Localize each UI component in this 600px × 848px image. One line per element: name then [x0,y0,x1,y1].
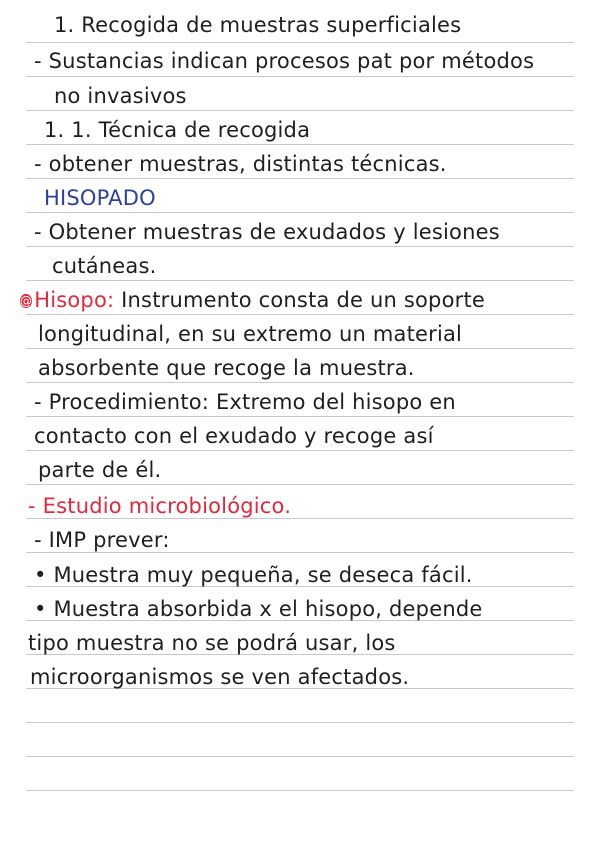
note-line [44,185,156,211]
note-text: - Obtener muestras de exudados y lesiones [34,220,500,244]
rule-line [26,450,574,451]
note-text: 1. Recogida de muestras superficiales [54,13,462,37]
note-text: cutáneas. [52,254,157,278]
note-text: longitudinal, en su extremo un material [38,322,463,346]
rule-line [26,382,574,383]
rule-line [26,416,574,417]
note-text: Instrumento consta de un soporte [114,288,486,312]
rule-line [26,280,574,281]
heading-text-blue: HISOPADO [44,186,156,210]
note-line [44,117,310,143]
note-text: - Sustancias indican procesos pat por métodos [34,49,535,73]
rule-line [26,348,574,349]
rule-line [26,144,574,145]
note-line [38,321,462,347]
note-text: 1. 1. Técnica de recogida [44,118,311,142]
note-line [52,253,156,279]
note-line [34,219,500,245]
rule-line [26,756,574,757]
rule-line [26,76,574,77]
note-line [54,83,187,109]
note-line [34,527,170,553]
note-text: - IMP prever: [34,528,170,552]
rule-line [26,110,574,111]
rule-line [26,42,574,43]
rule-line [26,790,574,791]
note-line [34,596,482,622]
rule-line [26,314,574,315]
note-text: - Procedimiento: Extremo del hisopo en [34,390,456,414]
rule-line [26,722,574,723]
note-text: parte de él. [38,458,162,482]
note-line [34,151,447,177]
note-line [20,287,485,313]
note-text: absorbente que recoge la muestra. [38,356,415,380]
note-text: - obtener muestras, distintas técnicas. [34,152,447,176]
note-text: contacto con el exudado y recoge así [34,424,434,448]
note-line [38,355,415,381]
note-text: no invasivos [54,84,187,108]
rule-line [26,212,574,213]
note-line [34,423,434,449]
rule-line [26,178,574,179]
note-line [34,48,534,74]
note-text: tipo muestra no se podrá usar, los [28,631,396,655]
note-line [34,389,456,415]
note-text: • Muestra absorbida x el hisopo, depende [34,597,483,621]
highlight-text-red: Hisopo: [34,288,115,312]
red-circle-marker-icon: @ [20,294,33,308]
note-text: microorganismos se ven afectados. [30,665,410,689]
note-text: • Muestra muy pequeña, se deseca fácil. [34,563,473,587]
rule-line [26,484,574,485]
highlight-text-red: - Estudio microbiológico. [28,494,292,518]
note-line [30,664,409,690]
note-line [28,630,396,656]
note-line [34,562,473,588]
note-line [54,12,461,38]
rule-line [26,246,574,247]
note-line [38,457,161,483]
note-line [28,493,291,519]
